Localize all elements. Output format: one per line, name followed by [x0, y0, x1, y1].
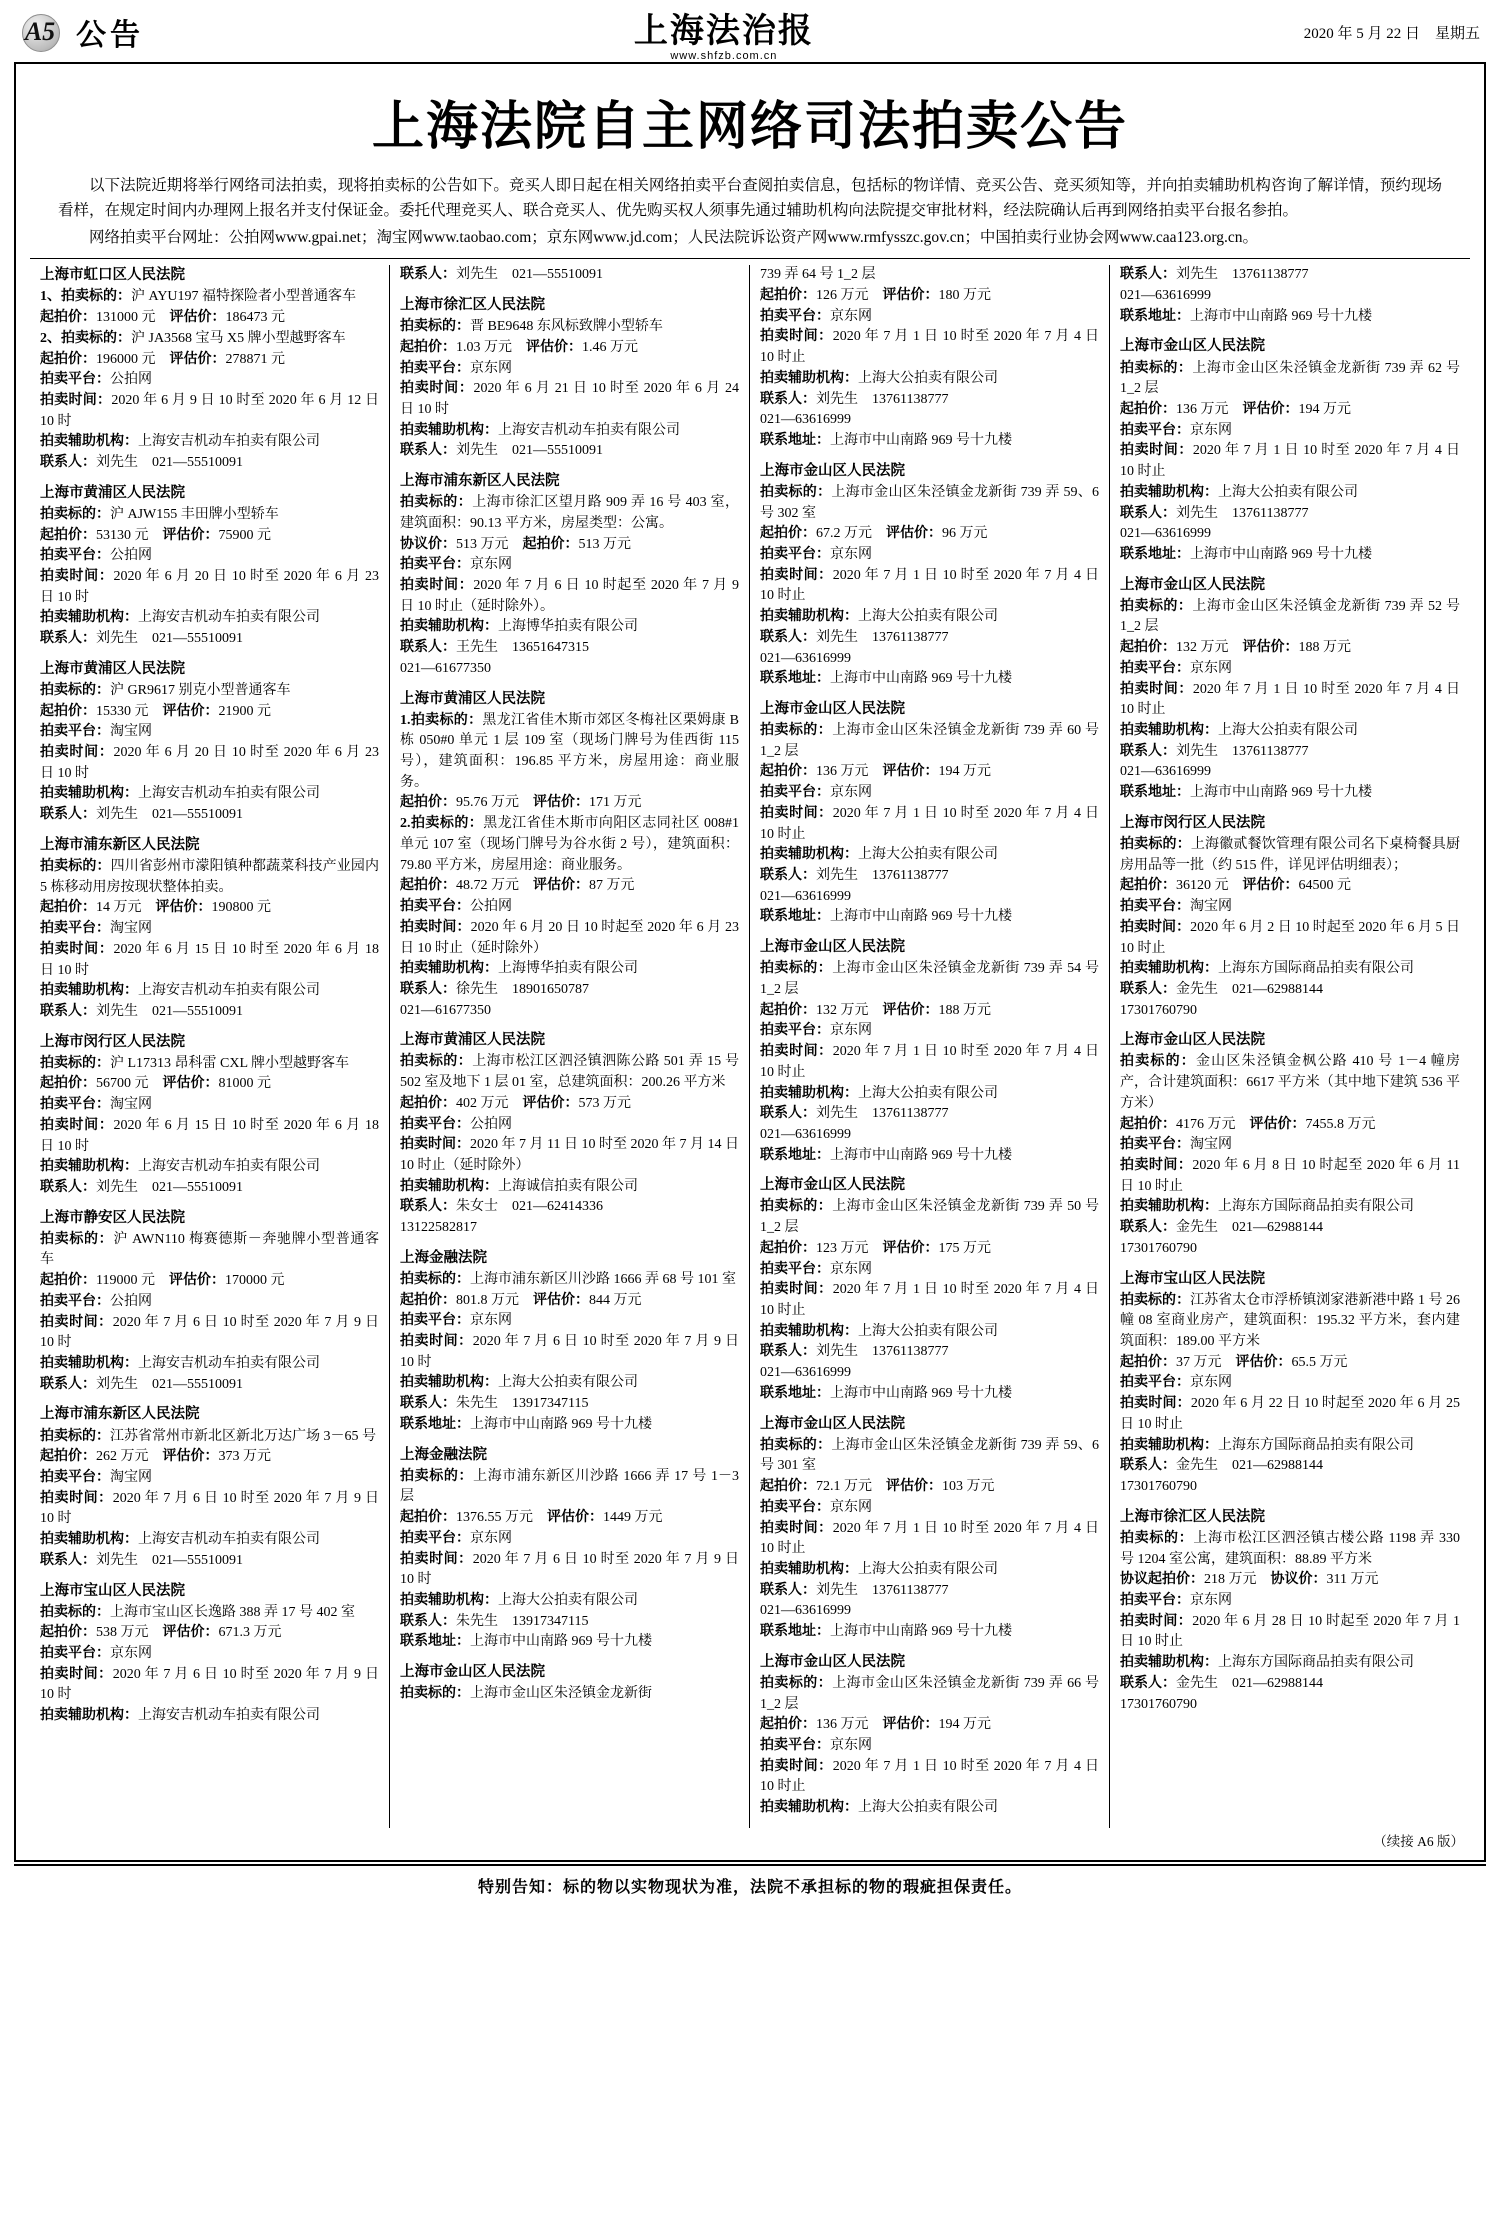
entry-line: 拍卖时间：2020 年 7 月 6 日 10 时至 2020 年 7 月 9 日 10 时 [400, 1551, 740, 1588]
entry-line: 拍卖平台：京东网 [760, 1023, 872, 1039]
entry-line: 起拍价：262 万元 评估价：373 万元 [40, 1449, 271, 1465]
entry-line: 拍卖平台：京东网 [40, 1645, 152, 1661]
column-4 [1110, 265, 1470, 1828]
entry-line: 拍卖辅助机构：上海安吉机动车拍卖有限公司 [40, 1159, 320, 1175]
entry-line: 拍卖时间：2020 年 6 月 22 日 10 时起至 2020 年 6 月 25 日 10 时止 [1120, 1396, 1461, 1432]
entry-line: 拍卖平台：公拍网 [40, 372, 152, 388]
entry-line: 拍卖时间：2020 年 6 月 20 日 10 时至 2020 年 6 月 23 日 10 时 [40, 568, 380, 605]
entry-line: 协议价：513 万元 起拍价：513 万元 [400, 536, 631, 552]
section-title: 公告 [76, 19, 144, 52]
entry-line: 拍卖平台：京东网 [760, 308, 872, 324]
entry-line: 拍卖时间：2020 年 7 月 6 日 10 时至 2020 年 7 月 9 日 10 时 [400, 1334, 740, 1370]
entry-line: 拍卖标的：上海市金山区朱泾镇金龙新街 739 弄 59、6 号 301 室 [760, 1437, 1100, 1474]
entry-line: 拍卖平台：京东网 [400, 360, 512, 376]
entry-line: 021—63616999 [1120, 288, 1211, 304]
entry-line: 联系人：刘先生 13761138777 [760, 1106, 949, 1122]
entry-line: 拍卖时间：2020 年 7 月 6 日 10 时至 2020 年 7 月 9 日 10 时 [40, 1666, 380, 1703]
page-badge-label: A5 [24, 17, 56, 46]
auction-entry [400, 1662, 739, 1705]
court-name: 上海市黄浦区人民法院 [40, 484, 185, 501]
entry-line: 联系人：刘先生 021—55510091 [40, 1552, 243, 1568]
entry-line: 拍卖标的：上海市宝山区长逸路 388 弄 17 号 402 室 [40, 1604, 355, 1620]
continued-note: （续接 A6 版） [1373, 1833, 1464, 1849]
entry-line: 拍卖时间：2020 年 7 月 1 日 10 时至 2020 年 7 月 4 日 10 时止 [760, 1044, 1100, 1080]
entry-line: 2.拍卖标的：黑龙江省佳木斯市向阳区志同社区 008#1 单元 107 室（现场门牌号为谷水街 2 号），建筑面积：79.80 平方米，房屋用途：商业服务。 [400, 816, 740, 873]
auction-entry [400, 1248, 739, 1436]
court-name: 上海市浦东新区人民法院 [400, 473, 560, 490]
entry-line: 17301760790 [1120, 1240, 1197, 1256]
auction-entry [40, 835, 379, 1023]
entry-line: 拍卖辅助机构：上海大公拍卖有限公司 [760, 1085, 998, 1101]
entry-line: 联系人：刘先生 13761138777 [1120, 267, 1309, 283]
entry-line: 拍卖标的：上海市金山区朱泾镇金龙新街 739 弄 66 号 1_2 层 [760, 1675, 1100, 1712]
entry-line: 联系人：刘先生 13761138777 [760, 1582, 949, 1598]
entry-line: 拍卖标的：上海市金山区朱泾镇金龙新街 739 弄 52 号 1_2 层 [1120, 598, 1461, 635]
entry-line: 拍卖辅助机构：上海安吉机动车拍卖有限公司 [40, 786, 320, 802]
entry-line: 拍卖时间：2020 年 6 月 8 日 10 时起至 2020 年 6 月 11 日 10 时止 [1120, 1157, 1461, 1194]
entry-line: 拍卖辅助机构：上海安吉机动车拍卖有限公司 [40, 983, 320, 999]
entry-line: 起拍价：72.1 万元 评估价：103 万元 [760, 1479, 995, 1495]
auction-entry [760, 937, 1099, 1166]
paper-name: 上海法治报 [633, 12, 814, 50]
entry-line: 拍卖标的：金山区朱泾镇金枫公路 410 号 1－4 幢房产，合计建筑面积：6617 平方米（其中地下建筑 536 平方米） [1120, 1054, 1460, 1111]
entry-line: 拍卖辅助机构：上海博华拍卖有限公司 [400, 619, 638, 635]
auction-entry [40, 265, 379, 473]
entry-line: 拍卖时间：2020 年 6 月 9 日 10 时至 2020 年 6 月 12 日 10 时 [40, 392, 380, 429]
entry-line: 拍卖辅助机构：上海大公拍卖有限公司 [400, 1592, 638, 1608]
court-name: 上海市静安区人民法院 [40, 1209, 185, 1226]
auction-entry [400, 1445, 739, 1653]
entry-line: 起拍价：538 万元 评估价：671.3 万元 [40, 1625, 282, 1641]
court-name: 上海市金山区人民法院 [1120, 576, 1265, 593]
page-title: 上海法院自主网络司法拍卖公告 [371, 98, 1128, 156]
masthead [14, 0, 1486, 60]
entry-line: 拍卖平台：京东网 [1120, 1375, 1232, 1391]
entry-line: 拍卖平台：京东网 [760, 785, 872, 801]
entry-line: 拍卖辅助机构：上海大公拍卖有限公司 [760, 847, 998, 863]
auction-entry [40, 659, 379, 826]
entry-line: 拍卖平台：淘宝网 [40, 724, 152, 740]
entry-line: 1.拍卖标的：黑龙江省佳木斯市郊区冬梅社区栗姆康 B 栋 050#0 单元 1 层 109 室（现场门牌号为佳西街 115 号），建筑面积：196.85 平方米，房屋用途：商业服务。 [400, 712, 740, 790]
entry-line: 拍卖标的：上海市金山区朱泾镇金龙新街 739 弄 62 号 1_2 层 [1120, 360, 1461, 397]
entry-line: 起拍价：56700 元 评估价：81000 元 [40, 1076, 271, 1092]
entry-line: 拍卖时间：2020 年 7 月 6 日 10 时起至 2020 年 7 月 9 日 10 时止（延时除外）。 [400, 577, 740, 614]
auction-entry [760, 1414, 1099, 1643]
auction-entry [760, 699, 1099, 928]
entry-line: 拍卖时间：2020 年 7 月 1 日 10 时至 2020 年 7 月 4 日 10 时止 [760, 329, 1100, 366]
entry-line: 021—61677350 [400, 1002, 491, 1018]
court-name: 上海市浦东新区人民法院 [40, 836, 200, 853]
entry-line: 拍卖平台：公拍网 [400, 899, 512, 915]
entry-line: 联系人：金先生 021—62988144 [1120, 981, 1323, 997]
entry-line: 13122582817 [400, 1220, 477, 1236]
entry-line: 起拍价：37 万元 评估价：65.5 万元 [1120, 1354, 1348, 1370]
entry-line: 拍卖辅助机构：上海东方国际商品拍卖有限公司 [1120, 1199, 1414, 1215]
entry-line: 拍卖平台：京东网 [760, 1499, 872, 1515]
entry-line: 021—63616999 [1120, 526, 1211, 542]
columns-container [30, 265, 1470, 1828]
auction-entry [400, 1030, 739, 1238]
entry-line: 起拍价：119000 元 评估价：170000 元 [40, 1273, 285, 1289]
court-name: 上海市闵行区人民法院 [1120, 814, 1265, 831]
entry-line: 联系人：刘先生 13761138777 [760, 629, 949, 645]
court-name: 上海市金山区人民法院 [760, 701, 905, 717]
entry-line: 起拍价：132 万元 评估价：188 万元 [1120, 640, 1351, 656]
entry-line: 联系地址：上海市中山南路 969 号十九楼 [760, 671, 1012, 687]
entry-line: 联系人：刘先生 021—55510091 [40, 1376, 243, 1392]
entry-line: 起拍价：1376.55 万元 评估价：1449 万元 [400, 1510, 663, 1526]
entry-line: 拍卖标的：沪 AJW155 丰田牌小型轿车 [40, 506, 279, 522]
entry-line: 拍卖标的：上海徽贰餐饮管理有限公司名下桌椅餐具厨房用品等一批（约 515 件，详见评估明细表）； [1120, 836, 1461, 873]
entry-line: 起拍价：4176 万元 评估价：7455.8 万元 [1120, 1116, 1376, 1132]
auction-entry [40, 483, 379, 650]
entry-line: 拍卖时间：2020 年 6 月 15 日 10 时至 2020 年 6 月 18 日 10 时 [40, 1117, 380, 1154]
entry-line: 拍卖辅助机构：上海大公拍卖有限公司 [760, 370, 998, 386]
entry-line: 联系人：刘先生 021—55510091 [40, 631, 243, 647]
entry-line: 拍卖辅助机构：上海安吉机动车拍卖有限公司 [40, 1532, 320, 1548]
entry-line: 拍卖平台：淘宝网 [40, 1469, 152, 1485]
column-3 [750, 265, 1110, 1828]
entry-line: 拍卖时间：2020 年 7 月 1 日 10 时至 2020 年 7 月 4 日 10 时止 [760, 1758, 1100, 1795]
entry-line: 拍卖时间：2020 年 7 月 6 日 10 时至 2020 年 7 月 9 日 10 时 [40, 1314, 380, 1351]
entry-line: 拍卖辅助机构：上海大公拍卖有限公司 [400, 1375, 638, 1391]
entry-line: 起拍价：36120 元 评估价：64500 元 [1120, 878, 1351, 894]
entry-line: 协议起拍价：218 万元 协议价：311 万元 [1120, 1572, 1379, 1588]
entry-line: 联系人：朱先生 13917347115 [400, 1613, 589, 1629]
entry-line: 拍卖平台：淘宝网 [40, 1097, 152, 1113]
paper-url: www.shfzb.com.cn [670, 49, 778, 62]
lead-divider [30, 258, 1470, 259]
entry-line: 021—63616999 [760, 1365, 851, 1381]
auction-entry [1120, 813, 1460, 1021]
entry-line: 起拍价：136 万元 评估价：194 万元 [760, 1717, 991, 1733]
entry-line: 拍卖标的：上海市金山区朱泾镇金龙新街 739 弄 60 号 1_2 层 [760, 723, 1100, 759]
entry-line: 拍卖平台：公拍网 [400, 1116, 512, 1132]
entry-line: 起拍价：67.2 万元 评估价：96 万元 [760, 526, 988, 542]
court-name: 上海金融法院 [400, 1249, 487, 1266]
entry-line: 联系人：刘先生 021—55510091 [400, 267, 603, 283]
entry-line: 联系地址：上海市中山南路 969 号十九楼 [1120, 308, 1372, 324]
entry-line: 拍卖时间：2020 年 6 月 15 日 10 时至 2020 年 6 月 18 日 10 时 [40, 941, 380, 978]
entry-line: 021—63616999 [760, 412, 851, 428]
court-name: 上海市金山区人民法院 [760, 462, 905, 479]
entry-line: 1、拍卖标的：沪 AYU197 福特探险者小型普通客车 [40, 289, 357, 305]
entry-line: 拍卖辅助机构：上海东方国际商品拍卖有限公司 [1120, 1655, 1414, 1671]
entry-line: 拍卖标的：沪 L17313 昂科雷 CXL 牌小型越野客车 [40, 1055, 350, 1071]
entry-line: 起拍价：131000 元 评估价：186473 元 [40, 310, 285, 326]
entry-line: 021—63616999 [760, 1603, 851, 1619]
entry-line: 联系地址：上海市中山南路 969 号十九楼 [760, 1147, 1012, 1163]
entry-line: 拍卖辅助机构：上海诚信拍卖有限公司 [400, 1178, 638, 1194]
page-badge [20, 12, 66, 52]
entry-line: 起拍价：132 万元 评估价：188 万元 [760, 1002, 991, 1018]
auction-entry [760, 1652, 1099, 1819]
entry-line: 联系人：刘先生 021—55510091 [400, 443, 603, 459]
entry-line: 拍卖辅助机构：上海大公拍卖有限公司 [1120, 484, 1358, 500]
court-name: 上海市黄浦区人民法院 [400, 690, 545, 707]
auction-entry [400, 265, 739, 286]
entry-line: 联系地址：上海市中山南路 969 号十九楼 [1120, 785, 1372, 801]
entry-line: 拍卖平台：京东网 [760, 1261, 872, 1277]
entry-line: 拍卖时间：2020 年 6 月 20 日 10 时起至 2020 年 6 月 23 日 10 时止（延时除外） [400, 919, 740, 956]
lead-paragraph: 以下法院近期将举行网络司法拍卖，现将拍卖标的公告如下。竞买人即日起在相关网络拍卖平台查阅拍卖信息，包括标的物详情、竞买公告、竞买须知等，并向拍卖辅助机构咨询了解详情，预约现场看样，在规定时间内办理网上报名并支付保证金。委托代理竞买人、联合竞买人、优先购买权人须事先通过辅助机构向法院提交审批材料，经法院确认后再到网络拍卖平台报名参拍。 [58, 177, 1442, 220]
entry-line: 拍卖辅助机构：上海安吉机动车拍卖有限公司 [40, 434, 320, 450]
entry-line: 拍卖标的：江苏省常州市新北区新北万达广场 3－65 号 [40, 1428, 376, 1444]
auction-entry [1120, 1507, 1460, 1715]
entry-line: 起拍价：95.76 万元 评估价：171 万元 [400, 795, 642, 811]
entry-line: 拍卖标的：上海市金山区朱泾镇金龙新街 739 弄 50 号 1_2 层 [760, 1199, 1100, 1236]
entry-line: 联系人：金先生 021—62988144 [1120, 1675, 1323, 1691]
court-name: 上海市金山区人民法院 [400, 1664, 545, 1681]
auction-entry [760, 265, 1099, 451]
entry-line: 联系地址：上海市中山南路 969 号十九楼 [1120, 546, 1372, 562]
entry-line: 联系人：刘先生 021—55510091 [40, 455, 243, 471]
entry-line: 拍卖标的：沪 GR9617 别克小型普通客车 [40, 682, 291, 698]
entry-line: 联系人：王先生 13651647315 [400, 640, 589, 656]
entry-line: 拍卖平台：淘宝网 [1120, 899, 1232, 915]
entry-line: 拍卖辅助机构：上海安吉机动车拍卖有限公司 [400, 422, 680, 438]
entry-line: 拍卖时间：2020 年 7 月 1 日 10 时至 2020 年 7 月 4 日 10 时止 [760, 805, 1100, 842]
court-name: 上海市虹口区人民法院 [40, 267, 185, 284]
entry-line: 拍卖标的：上海市金山区朱泾镇金龙新街 739 弄 59、6 号 302 室 [760, 484, 1100, 521]
entry-line: 联系人：徐先生 18901650787 [400, 981, 589, 997]
entry-line: 拍卖辅助机构：上海安吉机动车拍卖有限公司 [40, 1708, 320, 1724]
court-name: 上海市金山区人民法院 [760, 1415, 905, 1432]
entry-line: 拍卖辅助机构：上海安吉机动车拍卖有限公司 [40, 610, 320, 626]
entry-line: 拍卖时间：2020 年 7 月 1 日 10 时至 2020 年 7 月 4 日 10 时止 [1120, 443, 1461, 480]
court-name: 上海市金山区人民法院 [760, 1653, 905, 1670]
entry-line: 拍卖辅助机构：上海大公拍卖有限公司 [1120, 723, 1358, 739]
entry-line: 拍卖辅助机构：上海东方国际商品拍卖有限公司 [1120, 961, 1414, 977]
court-name: 上海市浦东新区人民法院 [40, 1406, 200, 1423]
entry-line: 拍卖平台：京东网 [760, 546, 872, 562]
entry-line: 联系人：刘先生 13761138777 [760, 868, 949, 884]
entry-line: 拍卖平台：公拍网 [40, 1293, 152, 1309]
entry-line: 起拍价：196000 元 评估价：278871 元 [40, 351, 285, 367]
entry-line: 联系人：朱先生 13917347115 [400, 1396, 589, 1412]
entry-line: 拍卖时间：2020 年 7 月 1 日 10 时至 2020 年 7 月 4 日 10 时止 [760, 567, 1100, 604]
column-1 [30, 265, 390, 1828]
auction-entry [760, 461, 1099, 690]
entry-line: 起拍价：14 万元 评估价：190800 元 [40, 900, 271, 916]
entry-line: 021—63616999 [760, 650, 851, 666]
entry-line: 联系人：刘先生 13761138777 [760, 1344, 949, 1360]
court-name: 上海市黄浦区人民法院 [40, 660, 185, 677]
entry-line: 739 弄 64 号 1_2 层 [760, 267, 876, 283]
footer-notice: 特别告知：标的物以实物现状为准，法院不承担标的物的瑕疵担保责任。 [477, 1878, 1022, 1896]
auction-entry [40, 1581, 379, 1727]
entry-line: 拍卖时间：2020 年 6 月 21 日 10 时至 2020 年 6 月 24 日 10 时 [400, 381, 740, 417]
auction-entry [1120, 336, 1460, 565]
court-name: 上海市闵行区人民法院 [40, 1033, 185, 1050]
entry-line: 起拍价：136 万元 评估价：194 万元 [760, 764, 991, 780]
entry-line: 联系人：刘先生 021—55510091 [40, 807, 243, 823]
entry-line: 联系人：刘先生 021—55510091 [40, 1180, 243, 1195]
auction-entry [40, 1032, 379, 1199]
auction-entry [1120, 575, 1460, 804]
court-name: 上海市黄浦区人民法院 [400, 1032, 545, 1049]
entry-line: 拍卖标的：江苏省太仓市浮桥镇浏家港新港中路 1 号 26 幢 08 室商业房产，建筑面积：195.32 平方米，套内建筑面积：189.00 平方米 [1120, 1292, 1461, 1350]
entry-line: 拍卖辅助机构：上海大公拍卖有限公司 [760, 609, 998, 625]
entry-line: 拍卖平台：京东网 [1120, 422, 1232, 438]
entry-line: 拍卖平台：京东网 [1120, 1592, 1232, 1608]
court-name: 上海市金山区人民法院 [1120, 338, 1265, 355]
entry-line: 起拍价：123 万元 评估价：175 万元 [760, 1240, 991, 1256]
entry-line: 联系人：刘先生 021—55510091 [40, 1003, 243, 1019]
lead-paragraphs [30, 173, 1470, 250]
entry-line: 联系地址：上海市中山南路 969 号十九楼 [400, 1416, 652, 1432]
entry-line: 拍卖平台：京东网 [400, 1313, 512, 1329]
entry-line: 17301760790 [1120, 1002, 1197, 1018]
court-name: 上海市徐汇区人民法院 [400, 297, 545, 314]
entry-line: 拍卖标的：上海市松江区泗泾镇古楼公路 1198 弄 330 号 1204 室公寓，建筑面积：88.89 平方米 [1120, 1530, 1461, 1567]
entry-line: 拍卖标的：四川省彭州市濛阳镇种都蔬菜科技产业园内 5 栋移动用房按现状整体拍卖。 [40, 858, 380, 895]
court-name: 上海金融法院 [400, 1446, 487, 1463]
auction-entry [400, 471, 739, 679]
entry-line: 17301760790 [1120, 1479, 1197, 1495]
entry-line: 起拍价：801.8 万元 评估价：844 万元 [400, 1292, 642, 1308]
entry-line: 021—63616999 [760, 888, 851, 904]
entry-line: 拍卖标的：上海市金山区朱泾镇金龙新街 739 弄 54 号 1_2 层 [760, 961, 1100, 997]
entry-line: 起拍价：53130 元 评估价：75900 元 [40, 527, 271, 543]
entry-line: 联系地址：上海市中山南路 969 号十九楼 [400, 1634, 652, 1650]
entry-line: 起拍价：126 万元 评估价：180 万元 [760, 288, 991, 304]
entry-line: 拍卖时间：2020 年 7 月 1 日 10 时至 2020 年 7 月 4 日 10 时止 [760, 1282, 1100, 1319]
entry-line: 联系人：金先生 021—62988144 [1120, 1220, 1323, 1236]
entry-line: 拍卖平台：京东网 [1120, 660, 1232, 676]
lead-paragraph: 网络拍卖平台网址：公拍网www.gpai.net；淘宝网www.taobao.com；京东网www.jd.com；人民法院诉讼资产网www.rmfysszc.gov.cn；中国拍卖行业协会网www.caa123.org.cn。 [89, 229, 1258, 247]
entry-line: 拍卖辅助机构：上海大公拍卖有限公司 [760, 1323, 998, 1339]
entry-line: 起拍价：1.03 万元 评估价：1.46 万元 [400, 339, 638, 355]
entry-line: 拍卖标的：上海市浦东新区川沙路 1666 弄 68 号 101 室 [400, 1271, 736, 1287]
entry-line: 联系人：刘先生 13761138777 [1120, 505, 1309, 521]
auction-entry [40, 1404, 379, 1571]
auction-entry [40, 1208, 379, 1396]
entry-line: 拍卖辅助机构：上海大公拍卖有限公司 [760, 1561, 998, 1577]
court-name: 上海市宝山区人民法院 [1120, 1270, 1265, 1287]
entry-line: 拍卖平台：淘宝网 [40, 921, 152, 937]
entry-line: 联系地址：上海市中山南路 969 号十九楼 [760, 1624, 1012, 1640]
entry-line: 联系人：金先生 021—62988144 [1120, 1458, 1323, 1474]
entry-line: 起拍价：15330 元 评估价：21900 元 [40, 703, 271, 719]
content-frame [14, 64, 1486, 1862]
entry-line: 起拍价：402 万元 评估价：573 万元 [400, 1095, 631, 1111]
entry-line: 拍卖标的：上海市浦东新区川沙路 1666 弄 17 号 1－3 层 [400, 1468, 740, 1505]
entry-line: 拍卖辅助机构：上海安吉机动车拍卖有限公司 [40, 1356, 320, 1372]
paper-identity [144, 3, 1304, 62]
entry-line: 拍卖平台：淘宝网 [1120, 1137, 1232, 1153]
entry-line: 拍卖平台：京东网 [760, 1737, 872, 1753]
entry-line: 联系人：朱女士 021—62414336 [400, 1199, 603, 1215]
entry-line: 拍卖辅助机构：上海博华拍卖有限公司 [400, 961, 638, 977]
entry-line: 联系地址：上海市中山南路 969 号十九楼 [760, 1385, 1012, 1401]
entry-line: 拍卖时间：2020 年 6 月 28 日 10 时起至 2020 年 7 月 1 日 10 时止 [1120, 1613, 1461, 1650]
auction-entry [1120, 1269, 1460, 1498]
entry-line: 拍卖辅助机构：上海大公拍卖有限公司 [760, 1800, 998, 1816]
column-2 [390, 265, 750, 1828]
entry-line: 拍卖时间：2020 年 6 月 20 日 10 时至 2020 年 6 月 23 日 10 时 [40, 745, 380, 781]
entry-line: 021—61677350 [400, 660, 491, 676]
entry-line: 起拍价：48.72 万元 评估价：87 万元 [400, 878, 635, 894]
entry-line: 拍卖标的：上海市金山区朱泾镇金龙新街 [400, 1686, 652, 1702]
entry-line: 拍卖时间：2020 年 6 月 2 日 10 时起至 2020 年 6 月 5 日 10 时止 [1120, 919, 1461, 956]
entry-line: 联系人：刘先生 13761138777 [760, 391, 949, 407]
entry-line: 联系人：刘先生 13761138777 [1120, 743, 1309, 759]
issue-date: 2020 年 5 月 22 日 星期五 [1303, 25, 1480, 42]
entry-line: 拍卖平台：京东网 [400, 557, 512, 573]
entry-line: 021—63616999 [760, 1126, 851, 1142]
court-name: 上海市宝山区人民法院 [40, 1582, 185, 1599]
auction-entry [760, 1175, 1099, 1404]
court-name: 上海市金山区人民法院 [1120, 1032, 1265, 1049]
entry-line: 拍卖标的：晋 BE9648 东风标致牌小型轿车 [400, 319, 663, 335]
entry-line: 拍卖时间：2020 年 7 月 11 日 10 时至 2020 年 7 月 14 日 10 时止（延时除外） [400, 1137, 740, 1173]
entry-line: 2、拍卖标的：沪 JA3568 宝马 X5 牌小型越野客车 [40, 330, 346, 346]
entry-line: 021—63616999 [1120, 764, 1211, 780]
entry-line: 拍卖辅助机构：上海东方国际商品拍卖有限公司 [1120, 1437, 1414, 1453]
entry-line: 拍卖标的：上海市徐汇区望月路 909 弄 16 号 403 室，建筑面积：90.13 平方米，房屋类型：公寓。 [400, 495, 740, 531]
auction-entry [1120, 265, 1460, 327]
auction-entry [400, 295, 739, 462]
court-name: 上海市徐汇区人民法院 [1120, 1508, 1265, 1525]
court-name: 上海市金山区人民法院 [760, 939, 905, 956]
entry-line: 联系地址：上海市中山南路 969 号十九楼 [760, 909, 1012, 925]
entry-line: 拍卖时间：2020 年 7 月 1 日 10 时至 2020 年 7 月 4 日 10 时止 [1120, 681, 1461, 718]
entry-line: 拍卖时间：2020 年 7 月 1 日 10 时至 2020 年 7 月 4 日 10 时止 [760, 1520, 1100, 1557]
entry-line: 拍卖标的：上海市松江区泗泾镇泗陈公路 501 弄 15 号 502 室及地下 1 层 01 室，总建筑面积：200.26 平方米 [400, 1054, 740, 1091]
entry-line: 拍卖时间：2020 年 7 月 6 日 10 时至 2020 年 7 月 9 日 10 时 [40, 1490, 380, 1527]
entry-line: 拍卖平台：京东网 [400, 1530, 512, 1546]
entry-line: 联系地址：上海市中山南路 969 号十九楼 [760, 433, 1012, 449]
entry-line: 起拍价：136 万元 评估价：194 万元 [1120, 401, 1351, 417]
court-name: 上海市金山区人民法院 [760, 1177, 905, 1194]
auction-entry [400, 689, 739, 1022]
entry-line: 拍卖平台：公拍网 [40, 548, 152, 564]
auction-entry [1120, 1030, 1460, 1259]
entry-line: 拍卖标的：沪 AWN110 梅赛德斯－奔驰牌小型普通客车 [40, 1231, 380, 1268]
entry-line: 17301760790 [1120, 1696, 1197, 1712]
